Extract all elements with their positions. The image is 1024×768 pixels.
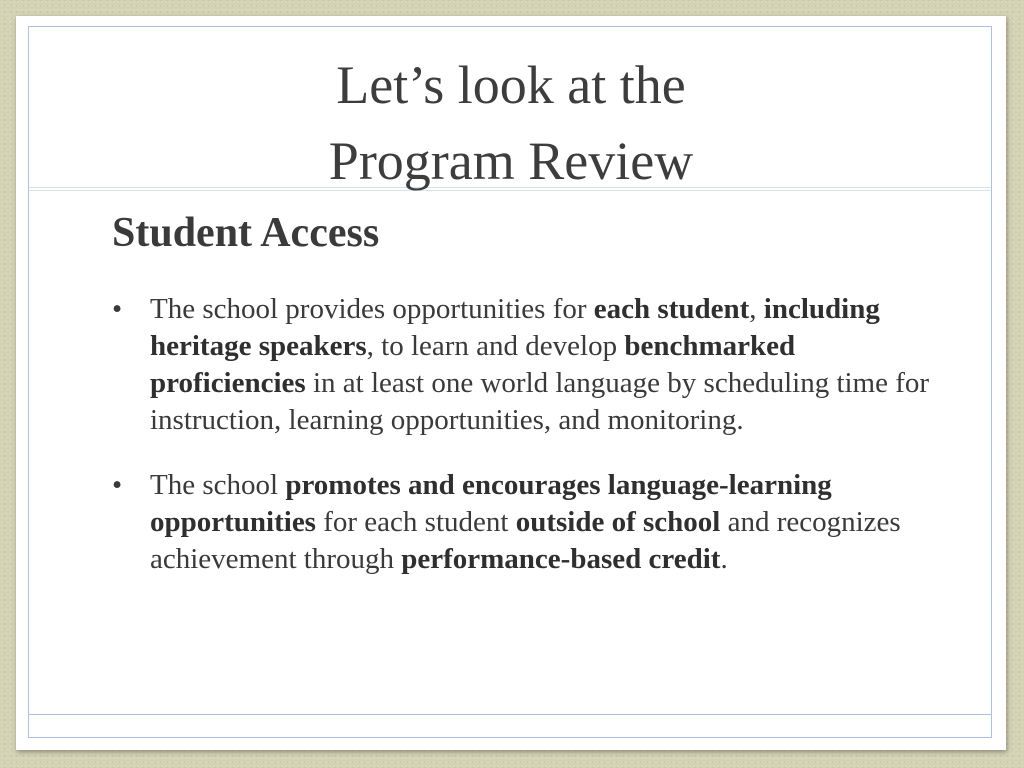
emphasis-text: promotes and encourages language-learning opportunities [150,469,832,538]
emphasis-text: outside of school [515,506,721,538]
bullet-list [112,291,932,606]
slide-frame [28,26,992,738]
emphasis-text: each student [593,293,750,325]
slide-title-line-2: Program Review [328,131,694,191]
section-heading: Student Access [112,210,380,256]
bullet-item [112,467,932,578]
bullet-item [112,291,932,439]
bullet-text [150,469,901,575]
slide-title [29,47,993,199]
body-text: The school [150,469,286,501]
footer-line [29,714,991,715]
emphasis-text: performance-based credit [401,543,721,575]
bullet-marker: • [112,469,123,501]
body-text: , to learn and develop [366,330,625,362]
bullet-text [150,293,929,436]
emphasis-text: benchmarked proficiencies [150,330,796,399]
body-text: . [720,543,728,575]
bullet-marker: • [112,293,123,325]
body-text: and recognizes achievement through [150,506,901,575]
emphasis-text: including heritage speakers [150,293,880,362]
body-text: in at least one world language by scheduling time for instruction, learning opportunities, and monitoring. [150,367,930,436]
slide [16,16,1006,750]
body-text: The school provides opportunities for [150,293,594,325]
slide-title-line-1: Let’s look at the [336,55,686,115]
body-text: , [749,293,764,325]
body-text: for each student [315,506,516,538]
